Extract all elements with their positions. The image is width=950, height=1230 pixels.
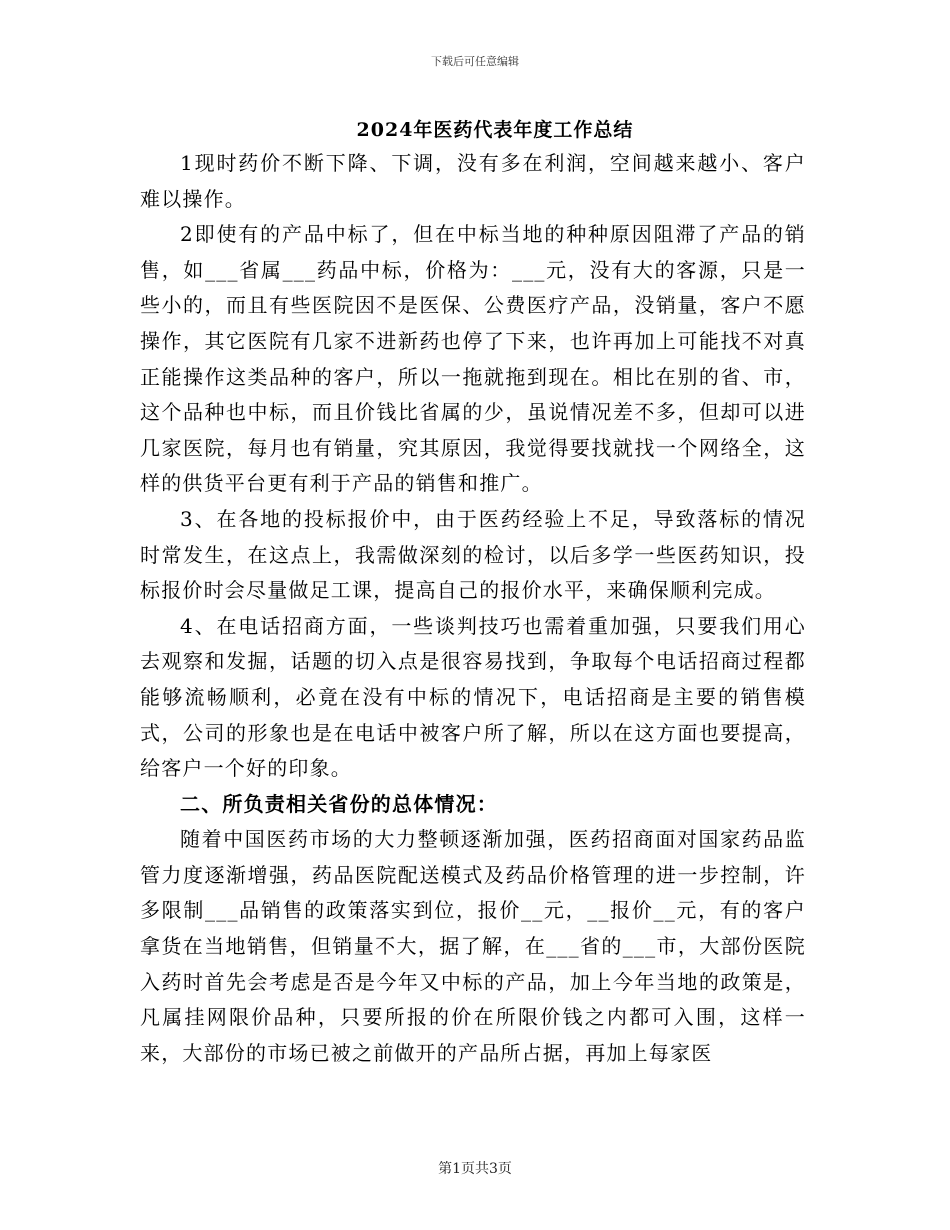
paragraph-1: 1现时药价不断下降、下调，没有多在利润，空间越来越小、客户难以操作。 bbox=[140, 151, 806, 211]
paragraph-2: 2即使有的产品中标了，但在中标当地的种种原因阻滞了产品的销售，如___省属___药品中标，价格为：___元，没有大的客源，只是一些小的，而且有些医院因不是医保、公费医疗产品，没销量，客户不愿操作，其它医院有几家不进新药也停了下来，也许再加上可能找不对真正能操作这类品种的客户，所以一拖就拖到现在。相比在别的省、市，这个品种也中标，而且价钱比省属的少，虽说情况差不多，但却可以进几家医院，每月也有销量，究其原因，我觉得要找就找一个网络全，这样的供货平台更有利于产品的销售和推广。 bbox=[140, 222, 806, 496]
page-indicator: 第1页共3页 bbox=[438, 1161, 512, 1177]
document-title: 2024年医药代表年度工作总结 bbox=[356, 119, 634, 141]
document-body bbox=[140, 146, 806, 1071]
section-heading: 二、所负责相关省份的总体情况： bbox=[180, 791, 498, 816]
section-paragraph: 随着中国医药市场的大力整顿逐渐加强，医药招商面对国家药品监管力度逐渐增强，药品医院配送模式及药品价格管理的进一步控制，许多限制___品销售的政策落实到位，报价__元，__报价__元，有的客户拿货在当地销售，但销量不大，据了解，在___省的___市，大部份医院入药时首先会考虑是否是今年又中标的产品，加上今年当地的政策是，凡属挂网限价品种，只要所报的价在所限价钱之内都可入围，这样一来，大部份的市场已被之前做开的产品所占据，再加上每家医 bbox=[140, 827, 806, 1065]
paragraph-4: 4、在电话招商方面，一些谈判技巧也需着重加强，只要我们用心去观察和发掘，话题的切入点是很容易找到，争取每个电话招商过程都能够流畅顺利，必竟在没有中标的情况下，电话招商是主要的销售模式，公司的形象也是在电话中被客户所了解，所以在这方面也要提高，给客户一个好的印象。 bbox=[140, 613, 806, 781]
paragraph-3: 3、在各地的投标报价中，由于医药经验上不足，导致落标的情况时常发生，在这点上，我需做深刻的检讨，以后多学一些医药知识，投标报价时会尽量做足工课，提高自己的报价水平，来确保顺利完成。 bbox=[140, 506, 806, 603]
header-note: 下载后可任意编辑 bbox=[431, 55, 519, 68]
